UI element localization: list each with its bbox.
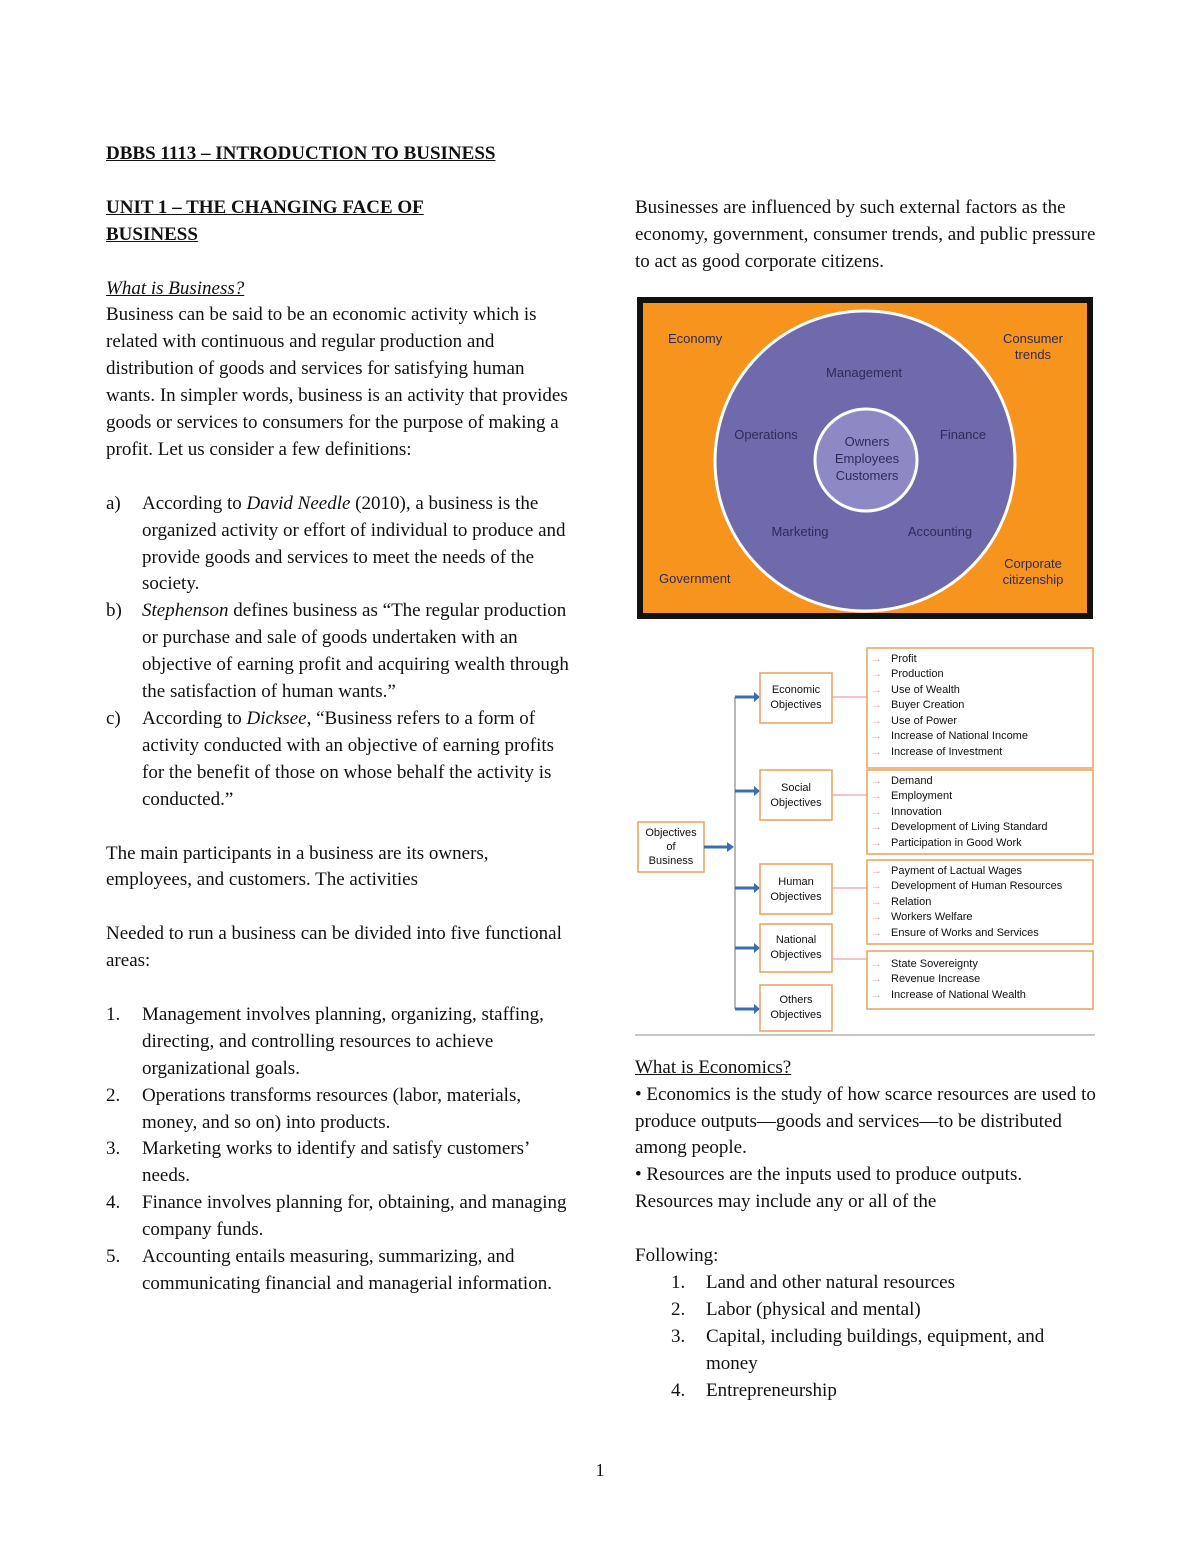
government-label: Government <box>659 570 731 586</box>
business-environment-diagram <box>635 295 1095 621</box>
right-column <box>635 195 1100 1404</box>
list-marker: 2. <box>106 1084 121 1106</box>
participants-paragraph: The main participants in a business are its owners, employees, and customers. The activities <box>106 842 489 891</box>
social-objectives-box <box>760 770 832 820</box>
item-arrow: → <box>871 789 882 802</box>
business-definition-paragraph: Business can be said to be an economic activity which is related with continuous and regular production and distribution of goods and services for satisfying human wants. In simpler words, business is an activity that provides goods or services to consumers for the purpose of making a profit. Let us consider a few definitions: <box>106 304 568 460</box>
group-label: Human <box>778 875 814 888</box>
human-item: Relation <box>891 895 932 908</box>
list-marker: b) <box>106 600 122 622</box>
external-factors-paragraph: Businesses are influenced by such external factors as the economy, government, consumer trends, and public pressure to act as good corporate citizens. <box>635 197 1096 272</box>
item-arrow: → <box>871 957 882 970</box>
human-item: Payment of Lactual Wages <box>891 864 1023 877</box>
group-label: Social <box>781 781 811 794</box>
corporate-citizenship-label: citizenship <box>1002 571 1064 587</box>
root-label: Business <box>648 854 694 867</box>
list-item: 1. Management involves planning, organizing, staffing, directing, and controlling resources to achieve organizational goals. <box>106 1003 544 1079</box>
consumer-trends-label: trends <box>1014 346 1052 362</box>
economic-item: Buyer Creation <box>891 698 965 711</box>
management-label: Management <box>826 364 902 380</box>
group-label: Economic <box>771 683 821 696</box>
item-arrow: → <box>871 714 882 727</box>
item-arrow: → <box>871 683 882 696</box>
item-arrow: → <box>871 864 882 877</box>
national-item: Increase of National Wealth <box>891 988 1026 1001</box>
item-arrow: → <box>871 988 882 1001</box>
list-marker: 1. <box>106 1003 121 1025</box>
accounting-label: Accounting <box>907 523 973 539</box>
economic-item: Use of Wealth <box>891 683 960 696</box>
economics-bullet: • Economics is the study of how scarce resources are used to produce outputs—goods and services—to be distributed among people. <box>635 1083 1096 1159</box>
list-marker: 5. <box>106 1246 121 1268</box>
national-objectives-box <box>760 924 832 972</box>
resources-bullet: • Resources are the inputs used to produce outputs. Resources may include any or all of the <box>635 1164 1023 1213</box>
list-item: 3. Marketing works to identify and satisfy customers’ needs. <box>106 1138 529 1187</box>
root-label: Objectives <box>645 826 697 839</box>
operations-label: Operations <box>734 426 798 442</box>
economic-item: Increase of Investment <box>891 745 1003 758</box>
author-name: Stephenson <box>142 600 229 622</box>
owners-label: Owners <box>844 433 890 449</box>
list-item: 4. Finance involves planning for, obtaining, and managing company funds. <box>106 1192 567 1241</box>
group-label: Objectives <box>770 796 822 809</box>
item-arrow: → <box>871 805 882 818</box>
group-label: Objectives <box>770 1008 822 1021</box>
economy-label: Economy <box>668 330 723 346</box>
marketing-label: Marketing <box>771 523 829 539</box>
what-is-business-heading: What is Business? <box>106 277 245 299</box>
objectives-of-business-diagram <box>635 645 1095 1037</box>
item-arrow: → <box>871 774 882 787</box>
consumer-trends-label: Consumer <box>1003 330 1063 346</box>
national-item: State Sovereignty <box>891 957 978 970</box>
corporate-citizenship-label: Corporate <box>1004 555 1062 571</box>
economic-item: Use of Power <box>891 714 958 727</box>
resources-list <box>635 1270 1100 1405</box>
list-item: 1. Land and other natural resources <box>635 1270 1100 1297</box>
social-item: Participation in Good Work <box>891 836 1022 849</box>
list-marker: a) <box>106 492 121 514</box>
item-arrow: → <box>871 926 882 939</box>
definitions-list <box>106 491 576 814</box>
list-item: 5. Accounting entails measuring, summarizing, and communicating financial and managerial information. <box>106 1246 552 1294</box>
list-marker: 1. <box>671 1271 686 1293</box>
social-item: Development of Living Standard <box>891 820 1048 833</box>
following-label: Following: <box>635 1245 719 1267</box>
item-arrow: → <box>871 698 882 711</box>
group-label: Others <box>779 993 813 1006</box>
item-arrow: → <box>871 972 882 985</box>
customers-label: Customers <box>835 467 899 483</box>
functional-areas-intro: Needed to run a business can be divided into five functional areas: <box>106 923 562 972</box>
social-item: Demand <box>891 774 933 787</box>
author-name: Dicksee <box>246 707 307 729</box>
functional-areas-list <box>106 1002 576 1298</box>
national-item: Revenue Increase <box>891 972 981 985</box>
human-item: Ensure of Works and Services <box>891 926 1039 939</box>
item-arrow: → <box>871 820 882 833</box>
list-item: 3. Capital, including buildings, equipment, and money <box>671 1325 1045 1374</box>
list-item: c) According to Dicksee, “Business refers to a form of activity conducted with an objective of earning profits for the benefit of those on whose behalf the activity is conducted.” <box>106 707 555 810</box>
item-arrow: → <box>871 745 882 758</box>
finance-label: Finance <box>939 426 987 442</box>
author-name: David Needle <box>246 492 351 514</box>
group-label: Objectives <box>770 890 822 903</box>
unit-title: UNIT 1 – THE CHANGING FACE OF BUSINESS <box>106 196 424 245</box>
others-objectives-box <box>760 985 832 1031</box>
list-item: a) According to David Needle (2010), a business is the organized activity or effort of individual to produce and provide goods and services to meet the needs of the society. <box>106 492 566 595</box>
economic-objectives-box <box>760 673 832 723</box>
list-marker: c) <box>106 707 121 729</box>
root-label: of <box>666 840 676 853</box>
economic-item: Profit <box>891 652 917 665</box>
item-arrow: → <box>871 667 882 680</box>
left-column <box>106 141 576 1298</box>
course-title: DBBS 1113 – INTRODUCTION TO BUSINESS <box>106 143 496 164</box>
economic-item: Production <box>891 667 944 680</box>
item-arrow: → <box>871 729 882 742</box>
list-marker: 4. <box>671 1379 686 1401</box>
list-item: 4. Entrepreneurship <box>635 1378 1100 1405</box>
list-marker: 3. <box>106 1138 121 1160</box>
social-item: Employment <box>891 789 953 802</box>
item-arrow: → <box>871 910 882 923</box>
human-item: Workers Welfare <box>891 910 973 923</box>
human-item: Development of Human Resources <box>891 879 1063 892</box>
group-label: Objectives <box>770 948 822 961</box>
list-item: 2. Operations transforms resources (labor, materials, money, and so on) into products. <box>106 1084 522 1133</box>
group-label: Objectives <box>770 698 822 711</box>
list-marker: 2. <box>671 1298 686 1320</box>
what-is-economics-heading: What is Economics? <box>635 1056 792 1078</box>
item-arrow: → <box>871 879 882 892</box>
economic-item: Increase of National Income <box>891 729 1028 742</box>
social-item: Innovation <box>891 805 942 818</box>
group-label: National <box>775 933 817 946</box>
list-item: b) Stephenson defines business as “The regular production or purchase and sale of goods undertaken with an objective of earning profit and acquiring wealth through the satisfaction of human wants.” <box>106 600 569 703</box>
human-objectives-box <box>760 864 832 914</box>
employees-label: Employees <box>834 450 900 466</box>
list-item: 2. Labor (physical and mental) <box>635 1297 1100 1324</box>
item-arrow: → <box>871 836 882 849</box>
list-marker: 4. <box>106 1192 121 1214</box>
item-arrow: → <box>871 895 882 908</box>
page-number: 1 <box>595 1460 605 1480</box>
list-marker: 3. <box>671 1325 686 1347</box>
item-arrow: → <box>871 652 882 665</box>
